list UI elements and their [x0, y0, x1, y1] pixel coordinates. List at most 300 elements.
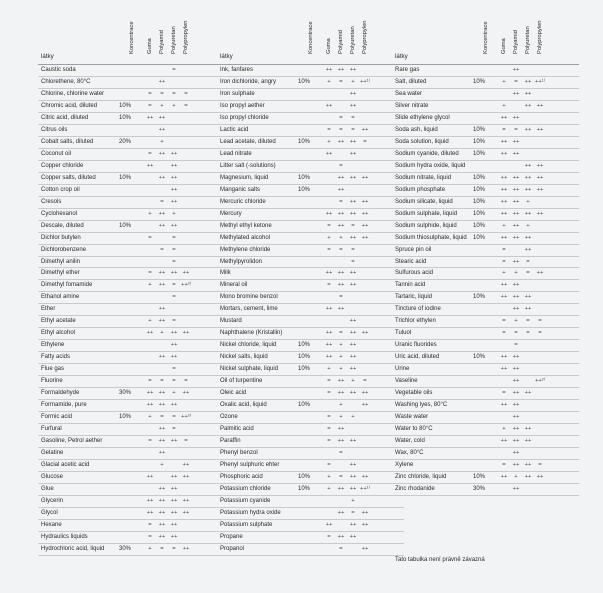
table-row: [392, 268, 579, 280]
table-row: [38, 316, 225, 328]
resistance-cell: +: [327, 78, 331, 85]
substance-name: Ethylene: [41, 342, 65, 349]
resistance-cell: =: [172, 258, 176, 265]
substance-name: Descale, diluted: [41, 222, 84, 229]
resistance-cell: ++: [500, 150, 508, 157]
substance-name: Uric acid, diluted: [395, 354, 440, 361]
table-row: [392, 412, 579, 424]
table-row: [38, 520, 225, 532]
resistance-cell: ++: [500, 138, 508, 145]
resistance-cell: ++: [500, 198, 508, 205]
resistance-cell: ++: [158, 114, 166, 121]
resistance-cell: +: [339, 366, 343, 373]
resistance-cell: ++: [512, 461, 520, 468]
resistance-cell: ++: [512, 485, 520, 492]
table-row: [392, 173, 579, 185]
resistance-cell: +: [148, 318, 152, 325]
resistance-cell: =: [339, 126, 343, 133]
resistance-cell: ++: [170, 222, 178, 229]
resistance-cell: ++: [524, 390, 532, 397]
substance-name: Soda solution, liquid: [395, 138, 449, 145]
resistance-cell: ++: [170, 162, 178, 169]
concentration-cell: 10%: [119, 174, 132, 181]
substance-name: Fatty acids: [41, 354, 71, 361]
substance-name: Glacial acetic acid: [41, 461, 90, 468]
resistance-cell: ++: [170, 438, 178, 445]
resistance-cell: ++: [170, 533, 178, 540]
table-row: [217, 352, 404, 364]
resistance-cell: =: [184, 102, 188, 109]
resistance-cell: =: [172, 414, 176, 421]
resistance-cell: =: [514, 342, 518, 349]
table-row: [217, 436, 404, 448]
resistance-cell: ++: [170, 198, 178, 205]
resistance-cell: ++: [349, 102, 357, 109]
resistance-cell: ++¹⁾: [359, 485, 371, 492]
resistance-cell: ++: [536, 162, 544, 169]
resistance-cell: =: [327, 390, 331, 397]
resistance-cell: ++: [524, 174, 532, 181]
resistance-cell: ++: [325, 306, 333, 313]
resistance-cell: ++: [337, 378, 345, 385]
concentration-cell: 10%: [473, 294, 486, 301]
table-row: [217, 89, 404, 101]
resistance-cell: =: [351, 114, 355, 121]
substance-name: Spruce pin oil: [395, 246, 432, 253]
concentration-cell: 10%: [298, 342, 311, 349]
resistance-cell: =: [526, 318, 530, 325]
resistance-cell: ++: [337, 270, 345, 277]
resistance-cell: ++: [349, 354, 357, 361]
table-row: [38, 197, 225, 209]
resistance-cell: +: [148, 282, 152, 289]
concentration-cell: 10%: [298, 485, 311, 492]
substance-name: Propanol: [220, 545, 245, 552]
substance-name: Rare gas: [395, 67, 420, 73]
resistance-cell: =: [339, 473, 343, 480]
resistance-cell: =: [148, 378, 152, 385]
table-row: [392, 197, 579, 209]
resistance-cell: +: [502, 102, 506, 109]
resistance-cell: ++: [512, 258, 520, 265]
substance-name: Iron dichloride, angry: [220, 78, 277, 85]
resistance-cell: =: [339, 450, 343, 456]
resistance-cell: =: [363, 138, 367, 145]
substance-name: Ethanol amine: [41, 294, 80, 301]
table-row: [392, 280, 579, 292]
resistance-cell: ++: [349, 270, 357, 277]
resistance-cell: ++: [325, 330, 333, 337]
resistance-cell: ++¹⁾: [534, 78, 546, 85]
table-row: [38, 388, 225, 400]
resistance-cell: =: [148, 90, 152, 97]
resistance-cell: ++: [524, 78, 532, 85]
substance-name: Tincture of iodine: [395, 306, 441, 313]
column-header-label: Koncentrace: [129, 21, 135, 54]
resistance-cell: =: [538, 318, 542, 325]
substance-name: Zinc chloride, liquid: [395, 473, 447, 480]
resistance-cell: =: [351, 509, 355, 516]
column-header-2: [510, 14, 522, 60]
resistance-cell: =: [339, 545, 343, 552]
substance-name: Sulfurous acid: [395, 270, 434, 277]
resistance-cell: ++: [170, 497, 178, 504]
resistance-cell: ++: [500, 402, 508, 409]
resistance-cell: =: [339, 246, 343, 253]
table-row: [392, 340, 579, 352]
substance-name: Methylene chloride: [220, 246, 271, 253]
resistance-cell: =: [327, 414, 331, 421]
concentration-cell: 10%: [298, 174, 311, 181]
resistance-cell: ++: [536, 102, 544, 109]
table-row: [38, 268, 225, 280]
substance-name: Furfural: [41, 426, 62, 433]
resistance-cell: ++: [512, 378, 520, 385]
resistance-cell: =: [172, 246, 176, 253]
substance-name: Cotton crop oil: [41, 186, 80, 193]
resistance-cell: ++: [512, 402, 520, 409]
resistance-cell: ++: [512, 366, 520, 373]
resistance-cell: ++: [349, 174, 357, 181]
resistance-cell: ++: [512, 354, 520, 361]
table-row: [38, 209, 225, 221]
substance-column-header: látky: [395, 53, 408, 60]
resistance-cell: ++: [524, 210, 532, 217]
table-body: [392, 65, 579, 496]
resistance-cell: ++: [158, 533, 166, 540]
concentration-cell: 10%: [473, 78, 486, 85]
resistance-cell: =: [160, 246, 164, 253]
resistance-cell: =: [526, 330, 530, 337]
resistance-cell: ++: [349, 90, 357, 97]
substance-name: Potassium cyanide: [220, 497, 271, 504]
table-row: [217, 173, 404, 185]
resistance-cell: +: [148, 545, 152, 552]
resistance-cell: ++: [500, 473, 508, 480]
substance-name: Litter salt (-solutions): [220, 162, 276, 169]
resistance-cell: ++: [158, 174, 166, 181]
column-header-label: Polyamid: [159, 30, 165, 54]
table-row: [217, 520, 404, 532]
resistance-cell: ++: [325, 150, 333, 157]
legal-note: [392, 555, 579, 567]
resistance-cell: ++: [512, 222, 520, 229]
substance-name: Wax, 80°C: [395, 450, 424, 456]
table-row: [392, 304, 579, 316]
resistance-cell: ++: [337, 282, 345, 289]
resistance-cell: ++: [524, 90, 532, 97]
resistance-cell: +: [351, 497, 355, 504]
substance-name: Magnesium, liquid: [220, 174, 269, 181]
resistance-cell: =: [327, 438, 331, 445]
substance-name: Nickel chloride, liquid: [220, 342, 277, 349]
table-row: [217, 400, 404, 412]
resistance-cell: =: [148, 270, 152, 277]
column-header-4: [359, 14, 371, 60]
table-row: [392, 448, 579, 460]
table-row: [217, 221, 404, 233]
substance-name: Methyl ethyl ketone: [220, 222, 272, 229]
resistance-cell: ++: [500, 174, 508, 181]
table-row: [38, 101, 225, 113]
resistance-cell: ++: [361, 126, 369, 133]
resistance-cell: ++: [349, 318, 357, 325]
substance-name: Cresols: [41, 198, 62, 205]
table-row: [38, 400, 225, 412]
table-header: [392, 14, 579, 65]
resistance-cell: ++: [349, 461, 357, 468]
resistance-cell: +: [351, 78, 355, 85]
resistance-cell: ++: [524, 426, 532, 433]
resistance-cell: ++: [361, 390, 369, 397]
resistance-cell: ++: [146, 402, 154, 409]
table-row: [217, 412, 404, 424]
resistance-cell: +: [327, 473, 331, 480]
resistance-cell: ++: [361, 402, 369, 409]
resistance-cell: +: [514, 270, 518, 277]
resistance-cell: ++: [337, 438, 345, 445]
resistance-cell: +: [172, 102, 176, 109]
resistance-cell: ++: [182, 509, 190, 516]
resistance-cell: ++: [146, 162, 154, 169]
table-row: [38, 328, 225, 340]
table-row: [217, 268, 404, 280]
substance-name: Sodium thiosulphate, liquid: [395, 234, 467, 241]
substance-name: Washing lyes, 80°C: [395, 402, 448, 409]
substance-name: Xylene: [395, 461, 414, 468]
table-body: [217, 65, 404, 556]
table-row: [38, 185, 225, 197]
resistance-cell: ++: [337, 138, 345, 145]
table-row: [392, 472, 579, 484]
resistance-cell: ++: [512, 210, 520, 217]
resistance-cell: ++: [512, 150, 520, 157]
resistance-cell: +: [514, 318, 518, 325]
table-row: [392, 161, 579, 173]
resistance-cell: +: [351, 378, 355, 385]
resistance-cell: =: [172, 545, 176, 552]
resistance-cell: =: [502, 461, 506, 468]
resistance-cell: =: [148, 533, 152, 540]
resistance-cell: ++: [361, 210, 369, 217]
resistance-cell: ++: [337, 390, 345, 397]
concentration-cell: 30%: [473, 485, 486, 492]
resistance-cell: =: [148, 102, 152, 109]
substance-name: Zinc rhodanide: [395, 485, 435, 492]
resistance-cell: =: [160, 198, 164, 205]
column-header-label: Polyuretan: [171, 26, 177, 54]
resistance-cell: =: [514, 330, 518, 337]
table-row: [217, 472, 404, 484]
table-row: [38, 484, 225, 496]
concentration-cell: 10%: [119, 222, 132, 229]
table-row: [392, 316, 579, 328]
resistance-cell: =: [148, 150, 152, 157]
resistance-cell: ++: [325, 270, 333, 277]
substance-name: Ink, fanfares: [220, 67, 254, 73]
resistance-cell: ++: [170, 174, 178, 181]
substance-name: Vaseline: [395, 378, 418, 385]
substance-name: Waste water: [395, 414, 429, 421]
substance-name: Copper salts, diluted: [41, 174, 96, 181]
resistance-cell: ++: [158, 282, 166, 289]
table-row: [392, 436, 579, 448]
resistance-cell: ++: [536, 186, 544, 193]
table-row: [392, 376, 579, 388]
concentration-cell: 10%: [298, 138, 311, 145]
resistance-cell: =: [172, 378, 176, 385]
resistance-cell: =: [327, 222, 331, 229]
substance-name: Dimethyl ether: [41, 270, 80, 277]
substance-name: Nickel salts, liquid: [220, 354, 268, 361]
substance-name: Ethyl alcohol: [41, 330, 76, 337]
substance-name: Chlorethene, 80°C: [41, 78, 91, 85]
substance-name: Lead acetate, diluted: [220, 138, 276, 145]
substance-name: Gelatine: [41, 450, 64, 456]
resistance-cell: ++: [170, 521, 178, 528]
column-header-2: [156, 14, 168, 60]
resistance-cell: ++: [170, 473, 178, 480]
table-row: [392, 89, 579, 101]
resistance-cell: ++: [146, 390, 154, 397]
resistance-cell: ++: [337, 186, 345, 193]
resistance-cell: =: [339, 198, 343, 205]
resistance-cell: ++²⁾: [180, 414, 192, 421]
resistance-cell: +: [160, 461, 164, 468]
column-header-label: Guma: [147, 38, 153, 54]
resistance-cell: ++: [524, 234, 532, 241]
substance-name: Mortars, cement, lime: [220, 306, 278, 313]
resistance-cell: +: [148, 210, 152, 217]
resistance-cell: ++: [337, 426, 345, 433]
table-row: [392, 364, 579, 376]
concentration-cell: 10%: [473, 186, 486, 193]
table-row: [217, 448, 404, 460]
resistance-cell: =: [327, 426, 331, 433]
table-header: [217, 14, 404, 65]
resistance-cell: ++: [349, 485, 357, 492]
concentration-cell: 10%: [298, 354, 311, 361]
substance-name: Iso propyl chloride: [220, 114, 269, 121]
table-row: [38, 544, 225, 556]
table-row: [217, 161, 404, 173]
resistance-cell: =: [339, 78, 343, 85]
resistance-cell: ++: [158, 306, 166, 313]
resistance-cell: =: [526, 270, 530, 277]
resistance-cell: ++: [337, 533, 345, 540]
resistance-cell: =: [184, 90, 188, 97]
resistance-cell: ++: [158, 126, 166, 133]
substance-name: Ethyl acetate: [41, 318, 76, 325]
resistance-cell: ++: [337, 210, 345, 217]
resistance-cell: ++: [158, 485, 166, 492]
substance-name: Glucose: [41, 473, 64, 480]
table-row: [38, 364, 225, 376]
resistance-cell: ++: [361, 222, 369, 229]
resistance-cell: =: [351, 126, 355, 133]
substance-name: Sodium sulphate, liquid: [395, 210, 458, 217]
resistance-cell: ++: [158, 426, 166, 433]
substance-name: Oleic acid: [220, 390, 247, 397]
substance-name: Lactic acid: [220, 126, 249, 133]
resistance-cell: =: [327, 282, 331, 289]
substance-name: Caustic soda: [41, 67, 76, 73]
resistance-cell: =: [339, 294, 343, 301]
resistance-cell: ++: [146, 497, 154, 504]
table-row: [217, 125, 404, 137]
table-row: [217, 233, 404, 245]
resistance-cell: =: [502, 258, 506, 265]
substance-name: Hydraulics liquids: [41, 533, 88, 540]
resistance-cell: ++: [361, 234, 369, 241]
resistance-cell: ++: [182, 270, 190, 277]
table-row: [38, 412, 225, 424]
resistance-cell: +: [351, 414, 355, 421]
resistance-cell: ++: [536, 126, 544, 133]
substance-name: Stearic acid: [395, 258, 427, 265]
substance-name: Phenyl sulphuric ehter: [220, 461, 280, 468]
concentration-cell: 10%: [473, 198, 486, 205]
table-row: [38, 245, 225, 257]
table-row: [38, 257, 225, 269]
table-row: [217, 113, 404, 125]
table-row: [217, 185, 404, 197]
resistance-cell: =: [327, 461, 331, 468]
substance-name: Trichlor ethylen: [395, 318, 436, 325]
resistance-cell: ++: [349, 366, 357, 373]
resistance-cell: ++: [524, 306, 532, 313]
resistance-cell: ++: [349, 521, 357, 528]
column-header-label: Koncentrace: [308, 21, 314, 54]
resistance-cell: =: [160, 90, 164, 97]
table-row: [217, 544, 404, 556]
resistance-cell: ++: [170, 485, 178, 492]
resistance-cell: ++: [170, 402, 178, 409]
resistance-cell: ++: [524, 461, 532, 468]
resistance-cell: =: [327, 378, 331, 385]
substance-name: Paraffin: [220, 438, 241, 445]
table-row: [38, 125, 225, 137]
column-header-1: [323, 14, 335, 60]
column-header-1: [144, 14, 156, 60]
table-row: [38, 496, 225, 508]
resistance-cell: ++: [158, 222, 166, 229]
resistance-cell: ++: [512, 138, 520, 145]
resistance-cell: ++: [158, 78, 166, 85]
resistance-cell: +: [502, 78, 506, 85]
table-row: [38, 352, 225, 364]
resistance-cell: ++: [337, 67, 345, 73]
resistance-cell: ++: [524, 126, 532, 133]
resistance-cell: ++: [349, 67, 357, 73]
concentration-cell: 10%: [473, 138, 486, 145]
table-row: [38, 89, 225, 101]
concentration-cell: 20%: [119, 138, 132, 145]
substance-name: Water, cold: [395, 438, 425, 445]
resistance-cell: ++: [182, 461, 190, 468]
resistance-cell: ++: [158, 354, 166, 361]
resistance-cell: ++: [158, 509, 166, 516]
substance-name: Mono bromine benzol: [220, 294, 278, 301]
resistance-cell: =: [538, 330, 542, 337]
resistance-cell: ++: [349, 150, 357, 157]
resistance-cell: ++: [170, 509, 178, 516]
substance-name: Potassium hydra oxide: [220, 509, 281, 516]
column-header-0: [480, 14, 492, 60]
resistance-cell: ++: [182, 330, 190, 337]
concentration-cell: 10%: [473, 174, 486, 181]
legal-note-text: Tato tabulka není právně závazná: [395, 557, 485, 563]
